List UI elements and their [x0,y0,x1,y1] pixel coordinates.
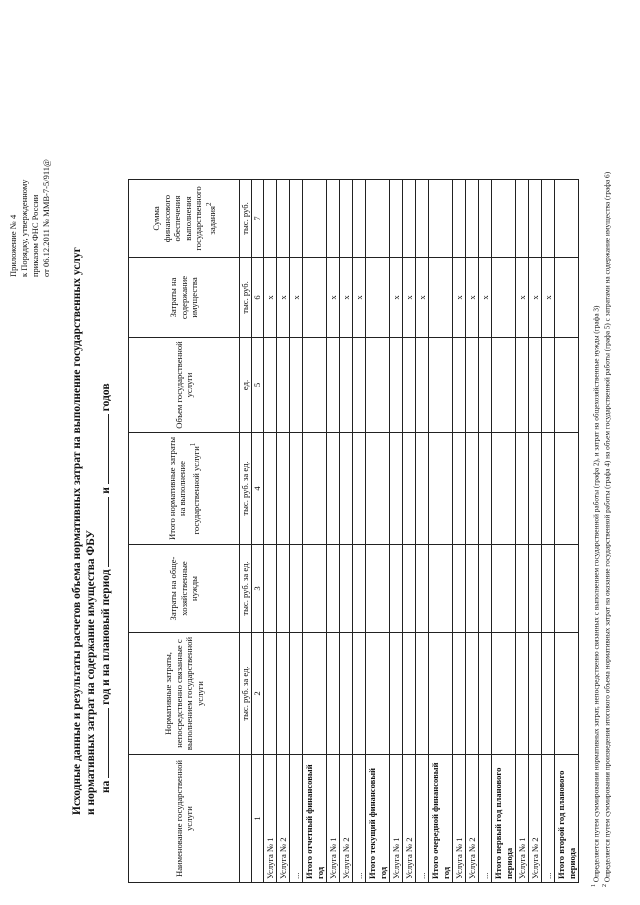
row-label-cell: Итого второй год планового периода [555,755,579,883]
table-cell: x [327,258,340,338]
appendix-line: Приложение № 4 [8,214,18,277]
table-cell [340,633,353,755]
units-row [240,180,252,883]
col-number: 2 [252,633,264,755]
table-cell [327,545,340,633]
table-cell [327,180,340,258]
table-cell [516,338,529,433]
table-cell [353,180,366,258]
table-row [479,180,492,883]
table-row [516,180,529,883]
table-cell [466,338,479,433]
col-number: 4 [252,433,264,545]
row-label-cell: Итого очередной финансовый год [429,755,453,883]
appendix-line: к Порядку, утвержденному [19,179,29,277]
unit-cell: ед. [240,338,252,433]
table-cell [453,545,466,633]
table-cell [492,545,516,633]
table-row [290,180,303,883]
table-cell [366,338,390,433]
table-cell [290,433,303,545]
table-cell [416,338,429,433]
row-label-cell: Услуга № 2 [277,755,290,883]
table-cell [403,338,416,433]
year-blank [98,708,109,778]
table-cell [403,433,416,545]
table-cell: x [277,258,290,338]
table-cell [403,545,416,633]
footnote-2: $^2$ Определяется путем суммирования произведения итогового объема нормативных затрат на оказание государственной работы (графа 4) на объем государственной работы (графа 5) с затратами на содержание имущества (графа 6) [601,171,612,887]
table-total-row [303,180,327,883]
table-header-row [129,180,240,883]
col-header-total-norm: Итого нормативные затраты на выполнение государственной услуги$^1$ [129,433,240,545]
table-cell [542,433,555,545]
unit-cell [240,755,252,883]
table-cell [516,180,529,258]
table-cell [390,545,403,633]
appendix-line: от 06.12.2011 № ММВ-7-5/911@ [41,159,51,277]
table-cell [429,338,453,433]
table-cell [340,338,353,433]
table-cell [429,633,453,755]
table-cell [290,180,303,258]
table-row [353,180,366,883]
table-cell [492,633,516,755]
table-cell [466,545,479,633]
table-cell [479,633,492,755]
table-cell [390,180,403,258]
title-period-line [98,35,113,793]
cost-table [128,179,579,883]
table-cell [277,633,290,755]
table-cell [416,633,429,755]
unit-cell: тыс. руб. за ед. [240,633,252,755]
row-label-cell: ... [290,755,303,883]
table-cell [555,633,579,755]
col-header-direct-costs: Нормативные затраты, непосредственно связанные с выполнением государственной услуги [129,633,240,755]
table-cell [366,433,390,545]
document-title [70,35,113,815]
table-row [340,180,353,883]
table-cell [303,633,327,755]
table-cell: x [466,258,479,338]
table-row [390,180,403,883]
table-cell [390,633,403,755]
table-cell [492,433,516,545]
col-number: 6 [252,258,264,338]
row-label-cell: ... [479,755,492,883]
table-cell [277,545,290,633]
table-row [542,180,555,883]
table-cell [303,545,327,633]
table-row [453,180,466,883]
table-cell [453,433,466,545]
table-cell [479,338,492,433]
table-cell [516,433,529,545]
title-na: на [100,780,112,793]
table-cell [542,545,555,633]
table-cell [479,545,492,633]
table-cell [366,258,390,338]
table-cell [303,258,327,338]
col-header-funding: Сумма финансового обеспечения выполнения государственного задания$^2$ [129,180,240,258]
table-cell [516,633,529,755]
year-blank [98,414,109,484]
table-cell [327,433,340,545]
table-cell: x [453,258,466,338]
table-row [277,180,290,883]
table-cell [529,545,542,633]
table-cell [353,433,366,545]
table-cell [403,633,416,755]
table-row [264,180,277,883]
table-cell: x [403,258,416,338]
table-total-row [492,180,516,883]
footnote-mark: 1 [188,442,197,447]
table-cell [264,180,277,258]
table-cell: x [353,258,366,338]
table-cell: x [390,258,403,338]
table-cell [277,433,290,545]
table-cell [366,545,390,633]
table-cell [555,433,579,545]
col-header-volume: Объем государственной услуги [129,338,240,433]
table-cell [492,180,516,258]
table-cell [366,180,390,258]
appendix-line: приказом ФНС России [30,194,40,277]
row-label-cell: ... [542,755,555,883]
title-mid: год и на плановый период [100,569,112,705]
table-cell [264,545,277,633]
table-cell [529,180,542,258]
table-cell [555,545,579,633]
table-cell [542,180,555,258]
col-header-service: Наименование государственной услуги [129,755,240,883]
table-cell [366,633,390,755]
table-cell: x [290,258,303,338]
title-suffix: годов [100,383,112,412]
table-cell [492,258,516,338]
table-cell [429,433,453,545]
table-row [327,180,340,883]
table-cell [290,545,303,633]
table-cell [479,180,492,258]
table-cell [340,433,353,545]
table-cell [429,545,453,633]
table-cell [492,338,516,433]
table-cell [264,633,277,755]
table-cell [290,633,303,755]
table-cell [529,338,542,433]
table-cell [466,180,479,258]
table-cell [340,180,353,258]
table-cell [516,545,529,633]
row-label-cell: Услуга № 1 [390,755,403,883]
table-cell [264,433,277,545]
table-cell [453,633,466,755]
table-cell [542,633,555,755]
table-cell [466,433,479,545]
table-cell: x [529,258,542,338]
table-cell [529,633,542,755]
col-number: 3 [252,545,264,633]
table-cell: x [479,258,492,338]
table-cell [466,633,479,755]
row-label-cell: Услуга № 1 [453,755,466,883]
unit-cell: тыс. руб. [240,180,252,258]
table-cell [416,433,429,545]
row-label-cell: Услуга № 1 [516,755,529,883]
table-row [403,180,416,883]
row-label-cell: Итого первый год планового периода [492,755,516,883]
table-cell [277,180,290,258]
table-total-row [555,180,579,883]
table-total-row [429,180,453,883]
table-cell [353,633,366,755]
col-number: 5 [252,338,264,433]
table-cell [303,433,327,545]
table-cell [303,338,327,433]
table-cell [416,545,429,633]
table-row [416,180,429,883]
unit-cell: тыс. руб. за ед. [240,433,252,545]
table-cell [290,338,303,433]
table-cell [555,338,579,433]
table-row [529,180,542,883]
column-numbers-row [252,180,264,883]
row-label-cell: Услуга № 2 [529,755,542,883]
table-body [264,180,579,883]
table-cell: x [542,258,555,338]
table-cell: x [416,258,429,338]
table-cell [453,180,466,258]
title-line-1: Исходные данные и результаты расчетов объема нормативных затрат на выполнение государственных услуг [71,247,83,815]
table-cell [277,338,290,433]
table-cell [264,338,277,433]
table-cell [529,433,542,545]
table-cell [327,338,340,433]
table-cell [327,633,340,755]
table-cell [555,258,579,338]
unit-cell: тыс. руб. [240,258,252,338]
title-line-2: и нормативных затрат на содержание имущества ФБУ [85,530,97,815]
row-label-cell: ... [353,755,366,883]
row-label-cell: Услуга № 2 [403,755,416,883]
row-label-cell: Итого отчетный финансовый год [303,755,327,883]
year-blank [98,497,109,567]
table-cell [542,338,555,433]
table-cell [303,180,327,258]
row-label-cell: Итого текущий финансовый год [366,755,390,883]
table-cell [353,545,366,633]
col-number: 1 [252,755,264,883]
col-header-property: Затраты на содержание имущества [129,258,240,338]
table-total-row [366,180,390,883]
table-cell [390,433,403,545]
row-label-cell: Услуга № 1 [264,755,277,883]
table-cell [453,338,466,433]
title-and: и [100,487,112,494]
table-cell: x [516,258,529,338]
table-cell [479,433,492,545]
table-row [466,180,479,883]
unit-cell: тыс. руб. за ед. [240,545,252,633]
row-label-cell: Услуга № 2 [340,755,353,883]
footnote-mark: 2 [204,202,213,207]
table-cell [340,545,353,633]
table-cell [555,180,579,258]
table-cell: x [264,258,277,338]
table-cell [429,180,453,258]
table-cell [403,180,416,258]
col-number: 7 [252,180,264,258]
row-label-cell: ... [416,755,429,883]
row-label-cell: Услуга № 1 [327,755,340,883]
col-header-overhead: Затраты на обще-хозяйственные нужды [129,545,240,633]
table-cell [353,338,366,433]
table-cell [429,258,453,338]
row-label-cell: Услуга № 2 [466,755,479,883]
table-cell [416,180,429,258]
table-cell [390,338,403,433]
footnote-1: $^1$ Определяется путем суммирования нормативных затрат, непосредственно связанных с выполнением государственной работы (графа 2), и затрат на общехозяйственные нужды (графа 3) [591,305,601,887]
appendix-header [8,27,52,277]
table-cell: x [340,258,353,338]
footnotes [590,17,612,887]
